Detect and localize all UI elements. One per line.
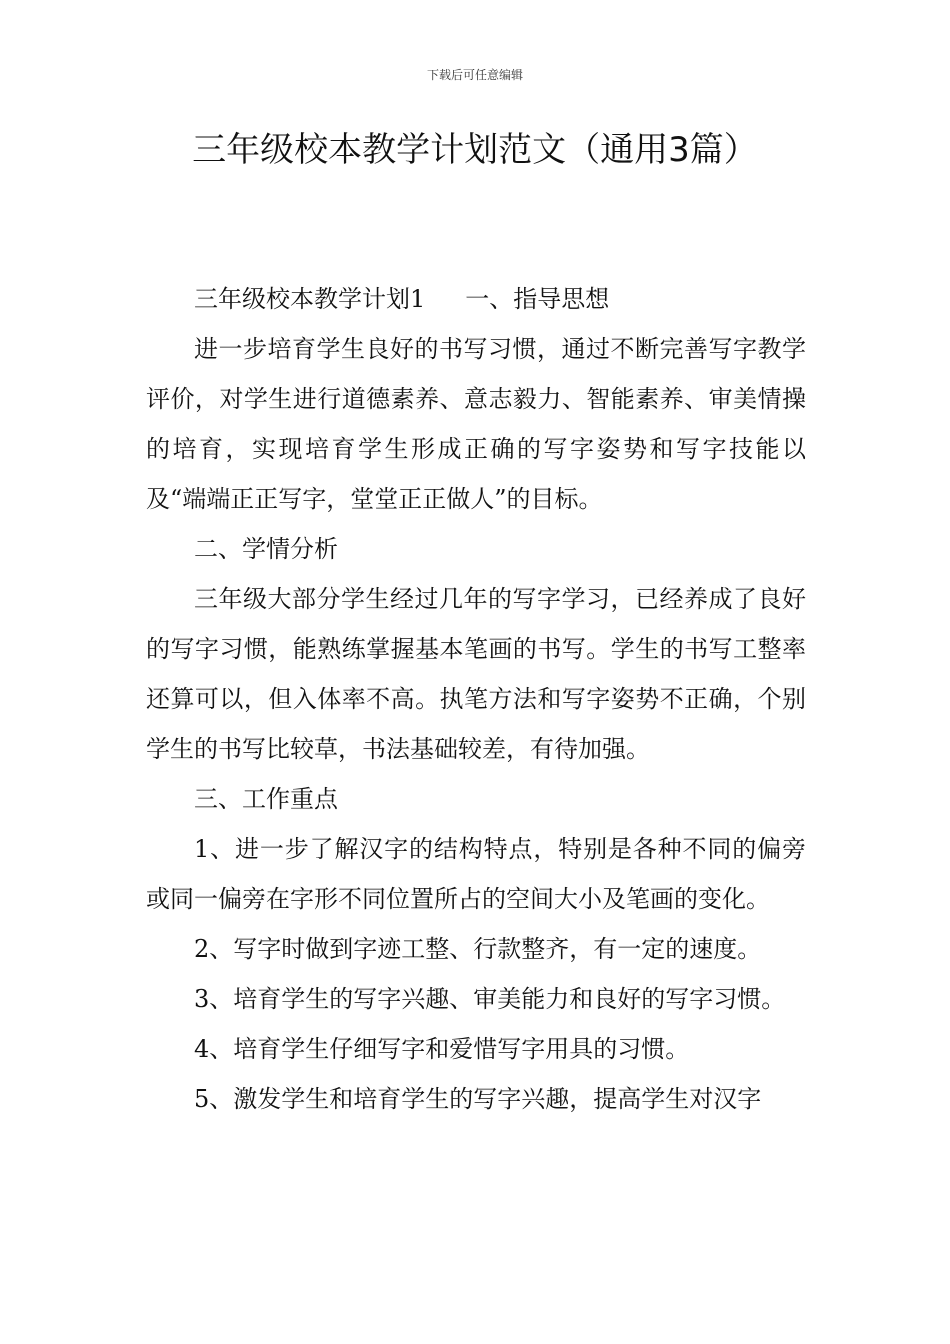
page-header-note: 下载后可任意编辑 bbox=[426, 68, 523, 82]
list-item: 1、进一步了解汉字的结构特点，特别是各种不同的偏旁或同一偏旁在字形不同位置所占的空间大小及笔画的变化。 bbox=[146, 835, 806, 913]
paragraph-situation-analysis: 三年级大部分学生经过几年的写字学习，已经养成了良好的写字习惯，能熟练掌握基本笔画的书写。学生的书写工整率还算可以，但入体率不高。执笔方法和写字姿势不正确，个别学生的书写比较草，书法基础较差，有待加强。 bbox=[146, 585, 806, 763]
section-title-line bbox=[146, 274, 806, 324]
heading-work-focus: 三、工作重点 bbox=[194, 785, 338, 813]
list-item: 3、培育学生的写字兴趣、审美能力和良好的写字习惯。 bbox=[194, 985, 786, 1013]
document-title: 三年级校本教学计划范文（通用3篇） bbox=[192, 130, 758, 170]
heading-situation-analysis: 二、学情分析 bbox=[194, 535, 338, 563]
document-body bbox=[146, 274, 806, 1124]
list-item: 2、写字时做到字迹工整、行款整齐，有一定的速度。 bbox=[194, 935, 762, 963]
section-title: 三年级校本教学计划1 bbox=[194, 285, 426, 313]
list-item: 4、培育学生仔细写字和爱惜写字用具的习惯。 bbox=[194, 1035, 690, 1063]
heading-guiding-thought: 一、指导思想 bbox=[465, 285, 610, 313]
paragraph-guiding-thought: 进一步培育学生良好的书写习惯，通过不断完善写字教学评价，对学生进行道德素养、意志毅力、智能素养、审美情操的培育，实现培育学生形成正确的写字姿势和写字技能以及“端端正正写字，堂堂正正做人”的目标。 bbox=[146, 335, 806, 513]
list-item: 5、激发学生和培育学生的写字兴趣，提高学生对汉字 bbox=[194, 1085, 762, 1113]
